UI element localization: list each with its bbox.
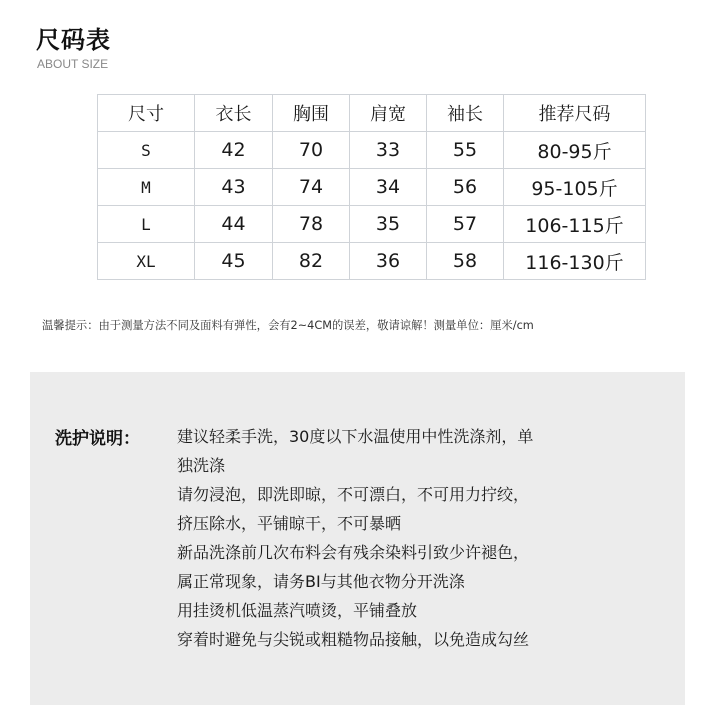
table-cell: 74 xyxy=(273,169,350,206)
table-cell: 106-115斤 xyxy=(504,206,646,243)
table-cell: 95-105斤 xyxy=(504,169,646,206)
table-cell: 43 xyxy=(195,169,273,206)
table-cell: 55 xyxy=(427,132,504,169)
table-cell: M xyxy=(98,169,195,206)
page-title: 尺码表 xyxy=(36,26,111,54)
size-table xyxy=(97,94,646,280)
table-header-row xyxy=(98,95,646,132)
table-row xyxy=(98,169,646,206)
column-header-chest: 胸围 xyxy=(273,95,350,132)
care-line: 挤压除水，平铺晾干，不可暴晒 xyxy=(177,514,402,533)
column-header-shoulder: 肩宽 xyxy=(350,95,427,132)
table-cell: 45 xyxy=(195,243,273,280)
table-cell: XL xyxy=(98,243,195,280)
table-cell: 116-130斤 xyxy=(504,243,646,280)
table-row xyxy=(98,243,646,280)
table-cell: 35 xyxy=(350,206,427,243)
page-subtitle: ABOUT SIZE xyxy=(37,57,109,71)
table-cell: 44 xyxy=(195,206,273,243)
care-line: 穿着时避免与尖锐或粗糙物品接触，以免造成勾丝 xyxy=(177,630,530,649)
care-line: 请勿浸泡，即洗即晾，不可漂白，不可用力拧绞， xyxy=(177,485,530,504)
care-line: 属正常现象，请务BI与其他衣物分开洗涤 xyxy=(177,572,465,591)
care-instructions-panel xyxy=(30,372,685,705)
column-header-recommended: 推荐尺码 xyxy=(504,95,646,132)
table-cell: 82 xyxy=(273,243,350,280)
table-cell: 36 xyxy=(350,243,427,280)
table-cell: 33 xyxy=(350,132,427,169)
table-cell: 78 xyxy=(273,206,350,243)
table-cell: 57 xyxy=(427,206,504,243)
table-cell: 58 xyxy=(427,243,504,280)
measurement-tip: 温馨提示：由于测量方法不同及面料有弹性，会有2~4CM的误差，敬请谅解！测量单位：厘米/cm xyxy=(42,319,534,332)
table-cell: 42 xyxy=(195,132,273,169)
table-cell: 70 xyxy=(273,132,350,169)
column-header-sleeve: 袖长 xyxy=(427,95,504,132)
table-cell: 34 xyxy=(350,169,427,206)
care-instructions-text xyxy=(177,422,647,654)
table-row xyxy=(98,206,646,243)
care-line: 独洗涤 xyxy=(177,456,226,475)
care-line: 建议轻柔手洗，30度以下水温使用中性洗涤剂，单 xyxy=(177,427,534,446)
table-cell: 80-95斤 xyxy=(504,132,646,169)
table-row xyxy=(98,132,646,169)
table-cell: L xyxy=(98,206,195,243)
column-header-size: 尺寸 xyxy=(98,95,195,132)
care-line: 新品洗涤前几次布料会有残余染料引致少许褪色， xyxy=(177,543,530,562)
table-cell: 56 xyxy=(427,169,504,206)
column-header-length: 衣长 xyxy=(195,95,273,132)
care-instructions-label: 洗护说明： xyxy=(55,429,140,449)
care-line: 用挂烫机低温蒸汽喷烫，平铺叠放 xyxy=(177,601,418,620)
table-cell: S xyxy=(98,132,195,169)
